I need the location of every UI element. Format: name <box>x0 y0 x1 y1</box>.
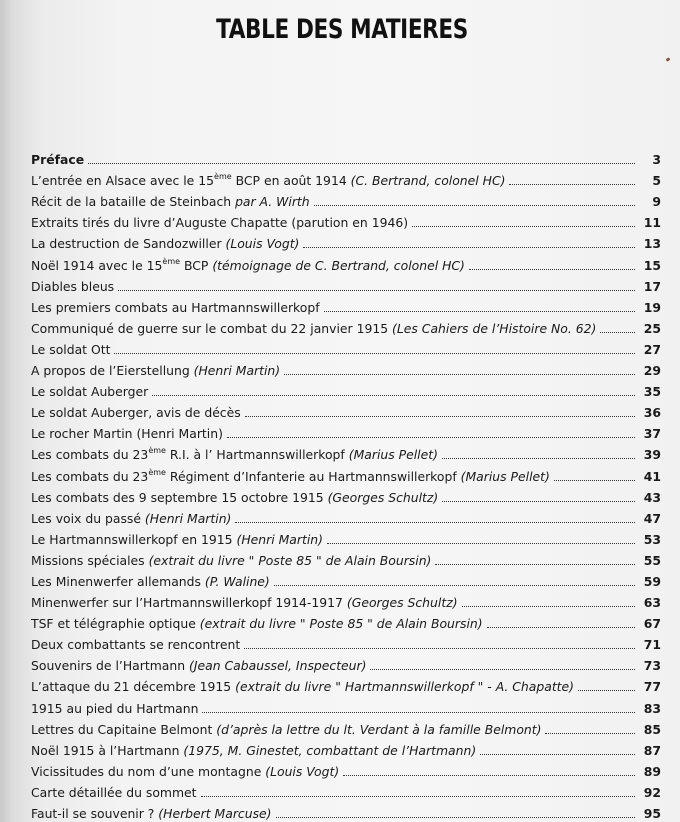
author-note: (C. Bertrand, colonel HC) <box>350 173 506 189</box>
toc-entry-title <box>31 807 272 821</box>
author-note: (Herbert Marcuse) <box>158 806 272 821</box>
page-number: 37 <box>643 426 661 442</box>
toc-entry <box>31 146 661 167</box>
title-text: Extraits tirés du livre d’Auguste Chapatte (parution en 1946) <box>31 215 409 231</box>
superscript: ème <box>162 256 181 266</box>
author-note: par A. Wirth <box>235 194 310 210</box>
page-number: 3 <box>652 152 661 168</box>
dot-leader <box>276 816 635 818</box>
toc-entry <box>31 294 661 315</box>
toc-entry-title <box>31 301 320 315</box>
page-number: 83 <box>643 700 661 716</box>
author-note: (Georges Schultz) <box>346 595 458 611</box>
page-number: 95 <box>643 806 661 821</box>
title-text: BCP <box>180 257 213 273</box>
toc-entry-title <box>31 385 148 399</box>
title-text: Le soldat Auberger <box>31 384 149 400</box>
author-note: (témoignage de C. Bertrand, colonel HC) <box>212 257 465 273</box>
title-text: L’entrée en Alsace avec le 15 <box>31 173 215 189</box>
toc-entry <box>31 652 661 673</box>
title-text: Carte détaillée du sommet <box>31 784 197 800</box>
author-note: (Henri Martin) <box>236 531 323 547</box>
table-of-contents <box>31 146 661 821</box>
title-text: Le rocher Martin (Henri Martin) <box>31 426 223 442</box>
page-number: 41 <box>643 468 661 484</box>
toc-entry-title <box>31 153 84 167</box>
author-note: (P. Waline) <box>204 573 270 589</box>
toc-entry <box>31 399 661 420</box>
toc-entry-title <box>31 491 438 505</box>
title-text: Faut-il se souvenir ? <box>31 806 159 821</box>
toc-entry-title <box>31 467 550 484</box>
toc-entry <box>31 484 661 505</box>
toc-entry <box>31 441 661 462</box>
toc-entry-title <box>31 427 223 441</box>
toc-entry-title <box>31 723 541 737</box>
title-text: 1915 au pied du Hartmann <box>31 700 199 716</box>
dot-leader <box>274 584 635 586</box>
title-text: Le Hartmannswillerkopf en 1915 <box>31 531 237 547</box>
author-note: (Marius Pellet) <box>460 468 550 484</box>
author-note: (Louis Vogt) <box>265 763 340 779</box>
title-text: Régiment d’Infanterie au Hartmannswillerkopf <box>165 468 461 484</box>
title-text: Le soldat Ott <box>31 341 111 357</box>
page-number: 29 <box>643 363 661 379</box>
page-number: 17 <box>643 278 661 294</box>
page-number: 59 <box>643 573 661 589</box>
title-text: Deux combattants se rencontrent <box>31 637 241 653</box>
author-note: (Henri Martin) <box>193 363 281 379</box>
toc-entry <box>31 357 661 378</box>
title-text: Le soldat Auberger, avis de décès <box>31 405 241 421</box>
dot-leader <box>324 310 635 312</box>
toc-entry-title <box>31 702 198 716</box>
toc-entry <box>31 800 661 821</box>
page-number: 43 <box>643 489 661 505</box>
page-number: 36 <box>643 405 661 421</box>
dot-leader <box>327 542 635 544</box>
page-number: 67 <box>643 616 661 632</box>
toc-entry <box>31 716 661 737</box>
author-note: (extrait du livre " Hartmannswillerkopf " - A. Chapatte) <box>235 679 575 695</box>
page-number: 53 <box>643 531 661 547</box>
page-number: 92 <box>643 784 661 800</box>
dot-leader <box>509 183 635 185</box>
title-text: Souvenirs de l’Hartmann <box>31 658 190 674</box>
dot-leader <box>370 668 635 670</box>
title-text: R.I. à l’ Hartmannswillerkopf <box>165 447 349 463</box>
page-number: 89 <box>643 763 661 779</box>
title-text: Missions spéciales <box>31 552 149 568</box>
dot-leader <box>462 605 635 607</box>
author-note: (Georges Schultz) <box>327 489 439 505</box>
title-text: Récit de la bataille de Steinbach <box>31 194 236 210</box>
dot-leader <box>314 204 635 206</box>
page-number: 11 <box>643 215 661 231</box>
author-note: (extrait du livre " Poste 85 " de Alain Boursin) <box>199 616 483 632</box>
dot-leader <box>245 415 635 417</box>
toc-entry <box>31 209 661 230</box>
ink-mark <box>666 57 671 62</box>
page-number: 77 <box>643 679 661 695</box>
dot-leader <box>545 732 635 734</box>
page-number: 87 <box>643 742 661 758</box>
title-text: Les voix du passé <box>31 510 145 526</box>
author-note: (Marius Pellet) <box>348 447 438 463</box>
dot-leader <box>284 373 635 375</box>
toc-entry <box>31 673 661 694</box>
page-number: 63 <box>643 595 661 611</box>
toc-entry <box>31 420 661 441</box>
author-note: (Henri Martin) <box>144 510 232 526</box>
dot-leader <box>227 436 635 438</box>
title-text: Minenwerfer sur l’Hartmannswillerkopf 1914-1917 <box>31 595 347 611</box>
page-number: 35 <box>643 384 661 400</box>
toc-entry-title <box>31 280 114 294</box>
toc-entry-title <box>31 617 483 631</box>
title-text: Préface <box>31 152 85 168</box>
toc-entry-title <box>31 364 280 378</box>
dot-leader <box>600 331 635 333</box>
dot-leader <box>442 457 635 459</box>
title-text: Les combats du 23 <box>31 468 149 484</box>
toc-entry <box>31 315 661 336</box>
dot-leader <box>152 394 635 396</box>
dot-leader <box>88 162 635 164</box>
dot-leader <box>201 795 635 797</box>
dot-leader <box>303 246 635 248</box>
page-number: 5 <box>652 173 661 189</box>
dot-leader <box>244 647 635 649</box>
title-text: Les combats du 23 <box>31 447 149 463</box>
dot-leader <box>202 711 635 713</box>
toc-entry <box>31 589 661 610</box>
author-note: (Jean Cabaussel, Inspecteur) <box>189 658 367 674</box>
page-number: 15 <box>643 257 661 273</box>
dot-leader <box>114 352 635 354</box>
toc-entry-title <box>31 659 366 673</box>
dot-leader <box>480 753 635 755</box>
page-number: 85 <box>643 721 661 737</box>
toc-entry <box>31 273 661 294</box>
toc-entry <box>31 610 661 631</box>
toc-entry-title <box>31 680 574 694</box>
toc-entry-title <box>31 533 323 547</box>
toc-entry <box>31 758 661 779</box>
toc-entry-title <box>31 195 310 209</box>
dot-leader <box>118 289 635 291</box>
toc-entry-title <box>31 237 299 251</box>
page-number: 39 <box>643 447 661 463</box>
superscript: ème <box>148 467 166 477</box>
title-text: Les premiers combats au Hartmannswillerkopf <box>31 299 320 315</box>
page-number: 19 <box>643 299 661 315</box>
toc-entry-title <box>31 343 110 357</box>
page-number: 55 <box>643 552 661 568</box>
toc-entry <box>31 568 661 589</box>
page-number: 13 <box>643 236 661 252</box>
toc-entry <box>31 378 661 399</box>
toc-entry <box>31 505 661 526</box>
toc-entry <box>31 631 661 652</box>
title-text: BCP en août 1914 <box>231 173 351 189</box>
toc-entry <box>31 230 661 251</box>
title-text: Noël 1914 avec le 15 <box>31 257 163 273</box>
dot-leader <box>554 479 635 481</box>
title-text: Les Minenwerfer allemands <box>31 573 205 589</box>
toc-entry-title <box>31 256 465 273</box>
toc-entry-title <box>31 512 231 526</box>
dot-leader <box>412 225 635 227</box>
toc-entry <box>31 188 661 209</box>
toc-entry-title <box>31 216 408 230</box>
toc-entry-title <box>31 406 241 420</box>
toc-entry-title <box>31 638 240 652</box>
toc-entry <box>31 462 661 483</box>
page-number: 47 <box>643 510 661 526</box>
toc-entry-title <box>31 322 596 336</box>
page-number: 9 <box>652 194 661 210</box>
dot-leader <box>578 689 635 691</box>
dot-leader <box>343 774 635 776</box>
page-number: 27 <box>643 341 661 357</box>
title-text: L’attaque du 21 décembre 1915 <box>31 679 236 695</box>
superscript: ème <box>214 172 232 182</box>
toc-entry-title <box>31 744 476 758</box>
toc-entry-title <box>31 596 458 610</box>
title-text: TSF et télégraphie optique <box>31 616 200 632</box>
author-note: (1975, M. Ginestet, combattant de l’Hartmann) <box>183 742 477 758</box>
page-number: 73 <box>643 658 661 674</box>
title-text: Communiqué de guerre sur le combat du 22 janvier 1915 <box>31 320 393 336</box>
page-number: 71 <box>643 637 661 653</box>
toc-entry <box>31 779 661 800</box>
title-text: Les combats des 9 septembre 15 octobre 1915 <box>31 489 328 505</box>
title-text: Vicissitudes du nom d’une montagne <box>31 763 266 779</box>
toc-entry <box>31 737 661 758</box>
title-text: Lettres du Capitaine Belmont <box>31 721 217 737</box>
toc-entry-title <box>31 174 505 188</box>
author-note: (d’après la lettre du lt. Verdant à la famille Belmont) <box>216 721 542 737</box>
author-note: (extrait du livre " Poste 85 " de Alain Boursin) <box>148 552 432 568</box>
title-text: Noël 1915 à l’Hartmann <box>31 742 184 758</box>
toc-entry-title <box>31 786 197 800</box>
toc-entry-title <box>31 765 339 779</box>
superscript: ème <box>148 446 166 456</box>
page-title: TABLE DES MATIERES <box>216 14 468 45</box>
toc-entry <box>31 336 661 357</box>
dot-leader <box>487 626 635 628</box>
dot-leader <box>442 500 635 502</box>
toc-entry <box>31 167 661 188</box>
toc-entry <box>31 694 661 715</box>
toc-entry <box>31 251 661 272</box>
toc-entry-title <box>31 448 438 462</box>
dot-leader <box>235 521 635 523</box>
toc-entry <box>31 526 661 547</box>
title-text: La destruction de Sandozwiller <box>31 236 226 252</box>
title-text: A propos de l’Eierstellung <box>31 363 194 379</box>
toc-entry-title <box>31 575 270 589</box>
dot-leader <box>469 268 635 270</box>
author-note: (Les Cahiers de l’Histoire No. 62) <box>392 320 597 336</box>
author-note: (Louis Vogt) <box>225 236 300 252</box>
page-number: 25 <box>643 320 661 336</box>
toc-entry-title <box>31 554 431 568</box>
toc-entry <box>31 547 661 568</box>
title-text: Diables bleus <box>31 278 115 294</box>
dot-leader <box>435 563 635 565</box>
